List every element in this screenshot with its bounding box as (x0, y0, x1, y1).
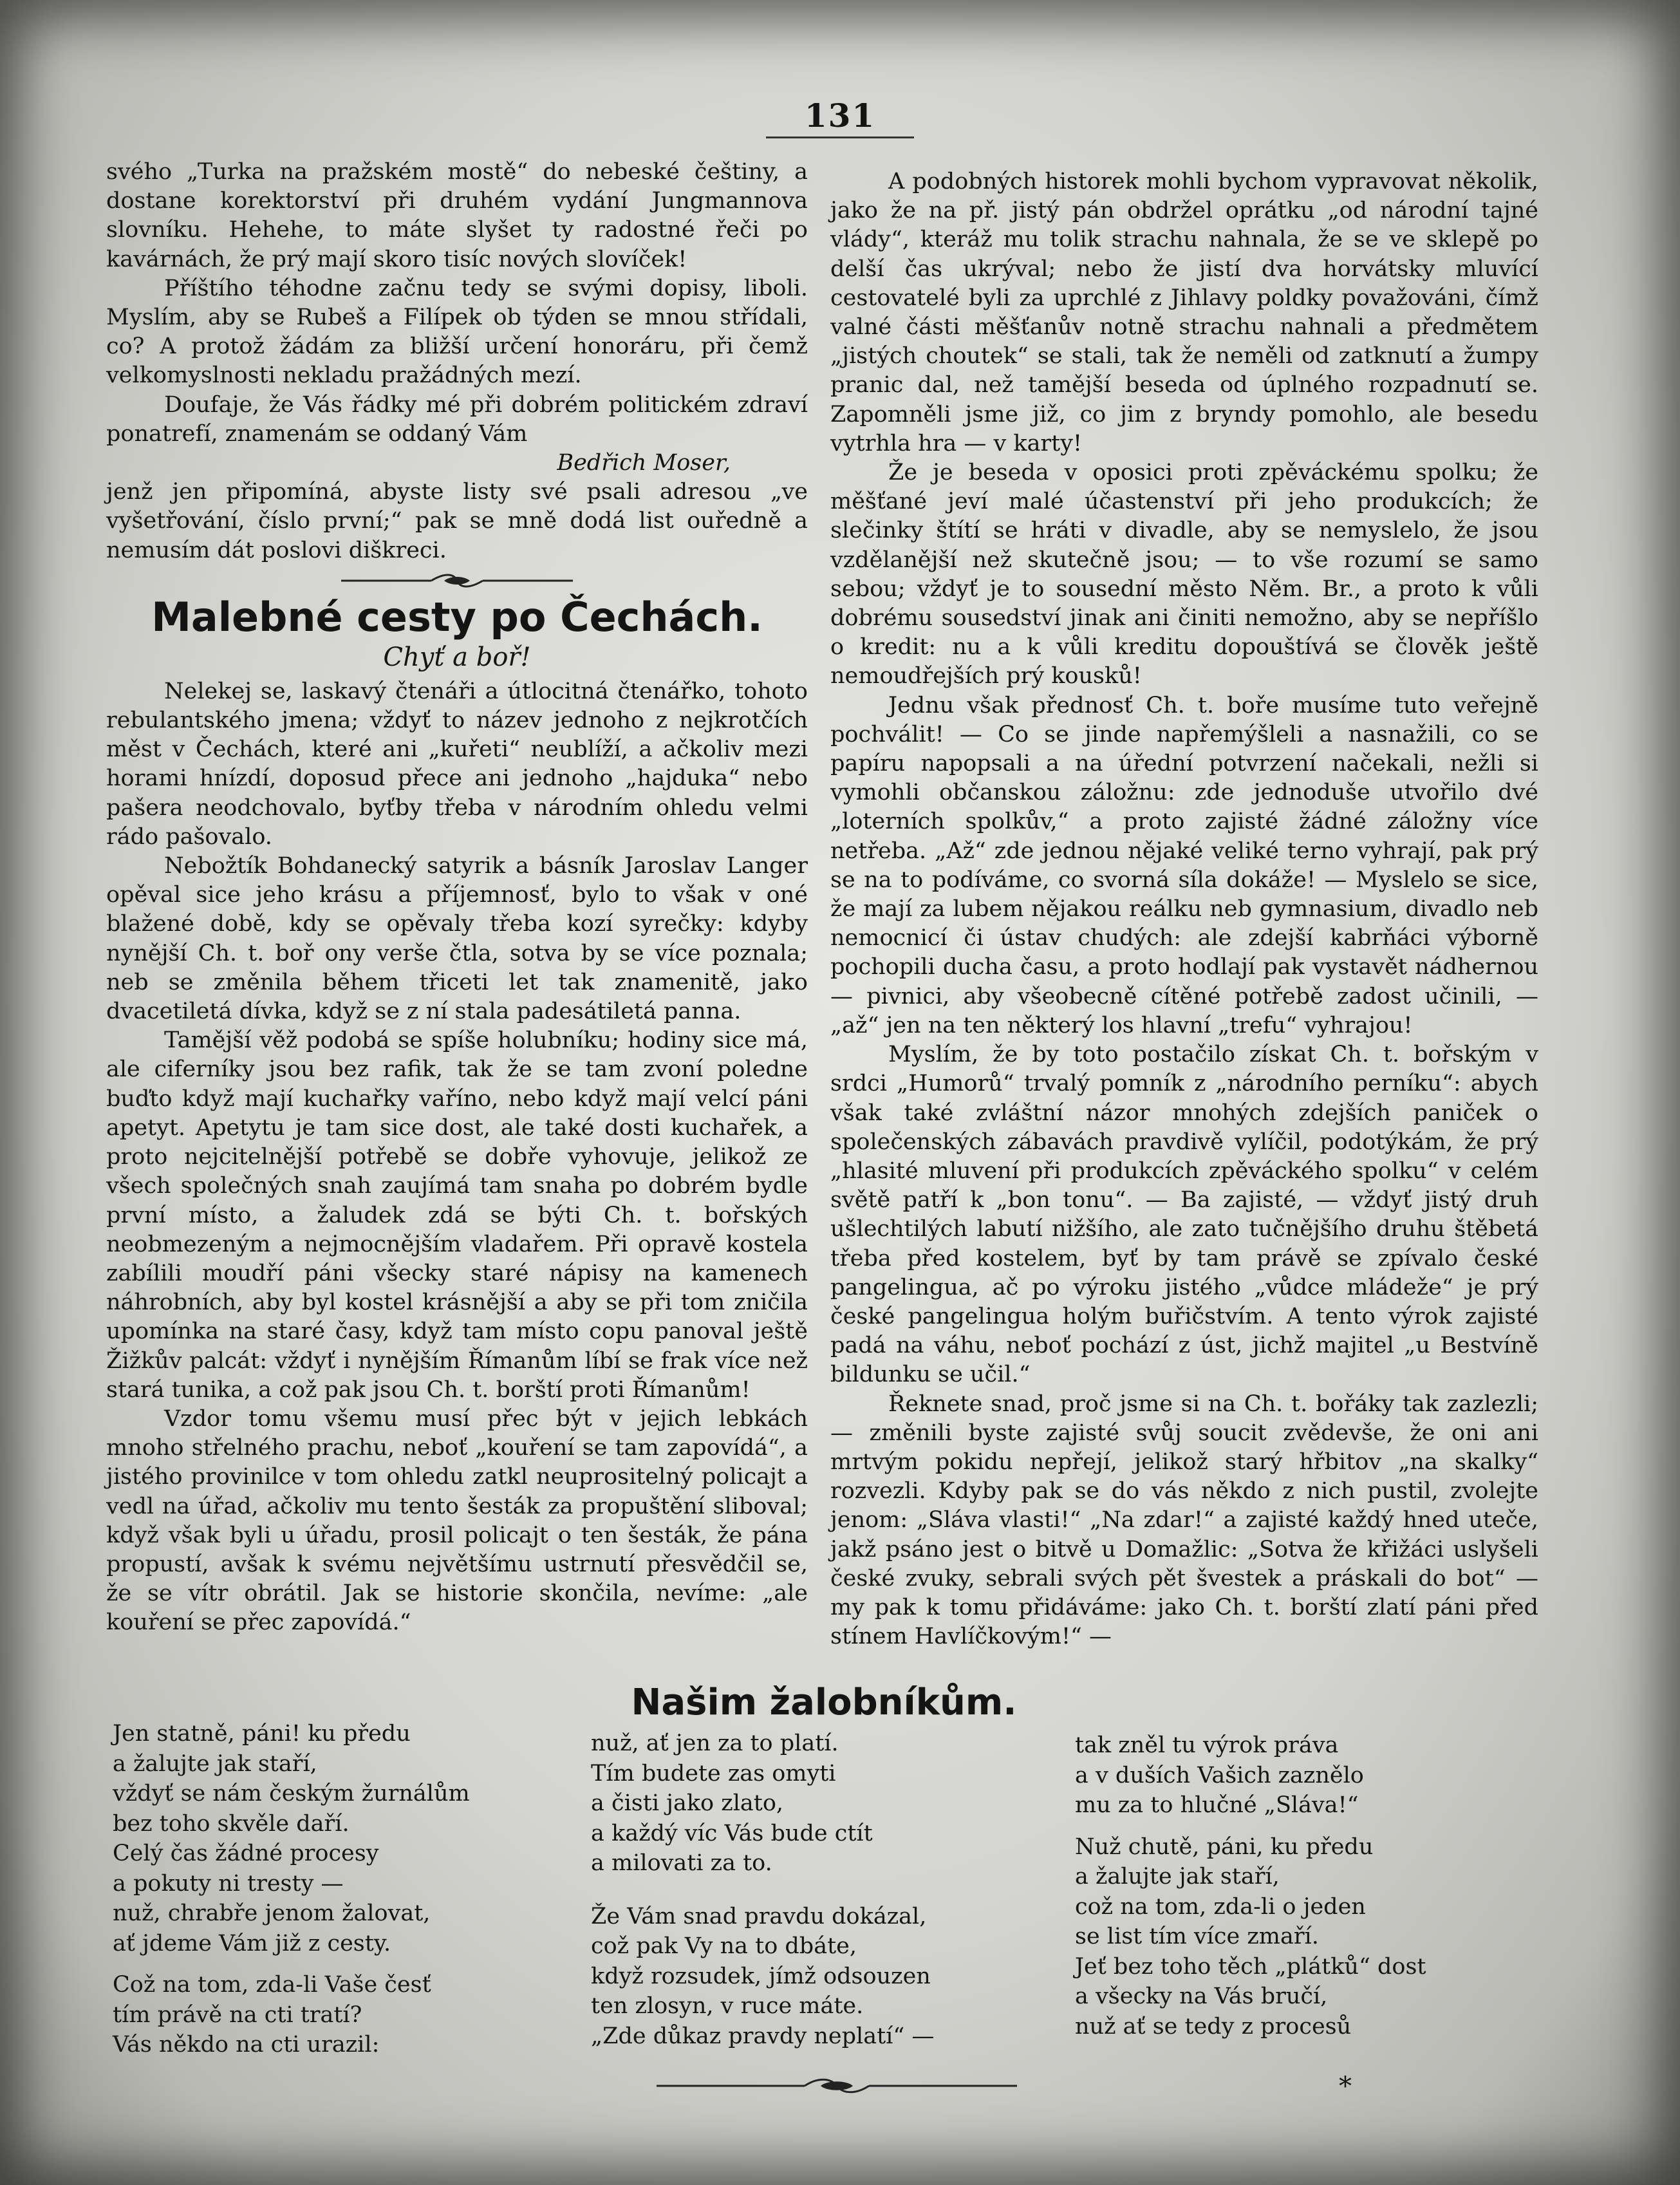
poem-line: Vás někdo na cti urazil: (113, 2032, 380, 2058)
poem-line: a každý víc Vás bude ctít (591, 1820, 873, 1846)
asterisk-mark: * (1339, 2072, 1352, 2101)
poem-line: vždyť se nám českým žurnálům (113, 1781, 470, 1806)
poem-line: Jen statně, páni! ku předu (113, 1721, 411, 1747)
poem-line: a milovati za to. (591, 1850, 772, 1876)
poem-line: a pokuty ni tresty — (113, 1870, 344, 1897)
poem-line: Nuž chutě, páni, ku předu (1075, 1833, 1374, 1860)
paragraph: jenž jen připomíná, abyste listy své psali adresou „ve vyšetřování, číslo první;“ pak se mně dodá list ouředně a nemusím dát poslovi diškreci. (106, 479, 808, 563)
poem-line: a žalujte jak staří, (113, 1750, 317, 1777)
paragraph: Příštího téhodne začnu tedy se svými dopisy, liboli. Myslím, aby se Rubeš a Filípek ob týden se mnou střídali, co? A protož žádám za bližší určení honoráru, při čemž velkomyslnosti nekladu pražádných mezí. (106, 275, 808, 389)
paragraph: Nelekej se, laskavý čtenáři a útlocitná čtenářko, tohoto rebulantského jmena; vždyť to název jednoho z nejkrotčích měst v Čechách, které ani „kuřeti“ neublíží, a ačkoliv mezi horami hnízdí, doposud přece ani jednoho „hajduka“ nebo pašera neodchovalo, byťby třeba v národním ohledu velmi rádo pašovalo. (106, 678, 808, 850)
poem-line: což na tom, zda-li o jeden (1075, 1893, 1366, 1920)
poem-line: ten zlosyn, v ruce máte. (591, 1993, 864, 2019)
poem-line: mu za to hlučné „Sláva!“ (1075, 1792, 1359, 1818)
paragraph: Tamější věž podobá se spíše holubníku; hodiny sice má, ale ciferníky jsou bez rafik, tak že se tam zvoní poledne buďto když mají kuchařky vaříno, nebo když mají velcí páni apetyt. Apetytu je tam sice dost, ale také dosti kuchařek, a proto nejcitelnější potřebě se dobře vyhovuje, jelikož ze všech společných snah zaujímá tam snaha po dobrém bydle první místo, a žaludek zdá se býti Ch. t. bořských neobmezeným a nejmocnějším vladařem. Při opravě kostela zabílili moudří páni všecky staré nápisy na kamenech náhrobních, aby byl kostel krásnější a aby se při tom zničila upomínka na staré časy, když tam místo copu panoval ještě Žižkův palcát: vždyť i nynějším Římanům líbí se frak více než stará tunika, a což pak jsou Ch. t. borští proti Římanům! (106, 1027, 808, 1403)
poem-line: tím právě na cti tratí? (113, 2002, 362, 2028)
paragraph: Myslím, že by toto postačilo získat Ch. t. bořským v srdci „Humorů“ trvalý pomník z „národního perníku“: abych však také zvláštní názor mnohých zdejších paniček o společenských zábavách pravdivě vylíčil, podotýkám, že prý „hlasité mluvení při produkcích zpěváckého spolku“ v celém světě patří k „bon tonu“. — Ba zajisté, — vždyť jistý druh ušlechtilých labutí nižšího, ale zato tučnějšího druhu štěbetá třeba před kostelem, byť by tam právě se zpívalo české pangelingua, ač po výroku jistého „vůdce mládeže“ je prý české pangelingua holým buřičstvím. A tento výrok zajisté padá na váhu, neboť pochází z úst, jichž majitel „u Bestvíně bildunku se učil.“ (830, 1042, 1538, 1388)
poem-column-1 (113, 1719, 512, 2060)
poem-line: Což na tom, zda-li Vaše česť (113, 1972, 431, 1998)
poem-title: Našim žalobníkům. (631, 1682, 1017, 1723)
poem-line: tak zněl tu výrok práva (1075, 1732, 1339, 1758)
ornament-divider (644, 2076, 1030, 2096)
poem-line: Že Vám snad pravdu dokázal, (591, 1903, 927, 1929)
page-number-rule (766, 136, 914, 138)
paragraph: Doufaje, že Vás řádky mé při dobrém politickém zdraví ponatrefí, znamenám se oddaný Vám (106, 391, 808, 447)
right-column (830, 167, 1538, 1651)
paragraph: Nebožtík Bohdanecký satyrik a básník Jaroslav Langer opěval sice jeho krásu a příjemnosť, bylo to však v oné blažené době, kdy se opěvaly třeba kozí syrečky: kdyby nynější Ch. t. boř ony verše čtla, sotva by se více poznala; neb se změnila během třiceti let tak znamenitě, jako dvacetiletá dívka, když se z ní stala padesátiletá panna. (106, 853, 808, 1025)
poem-line: se list tím více zmaří. (1075, 1924, 1319, 1949)
poem-line: a čisti jako zlato, (591, 1790, 784, 1816)
poem-line: bez toho skvěle daří. (113, 1810, 350, 1837)
poem-line: a v duších Vašich zaznělo (1075, 1762, 1364, 1788)
page-number: 131 (804, 97, 876, 135)
poem-line: Jeť bez toho těch „plátků“ dost (1075, 1953, 1426, 1980)
poem-line: nuž, chrabře jenom žalovat, (113, 1900, 431, 1926)
left-column (106, 158, 808, 1638)
poem-line: a všecky na Vás bručí, (1075, 1983, 1328, 2009)
paragraph: A podobných historek mohli bychom vypravovat několik, jako že na př. jistý pán obdržel oprátku „od národní tajné vlády“, kteráž mu tolik strachu nahnala, že se ve sklepě po delší čas ukrýval; nebo že jistí dva horvátsky mluvící cestovatelé byli za uprchlé z Jihlavy poldky považováni, čímž valné části měšťanův notně strachu nahnali a předmětem „jistých choutek“ se stali, tak že neměli od zatknutí a žumpy pranic dal, než tamější beseda od úplného rozpadnutí se. Zapomněli jsme již, co jim z bryndy pomohlo, ale besedu vytrhla hra — v karty! (830, 169, 1538, 456)
poem-line: což pak Vy na to dbáte, (591, 1933, 857, 1959)
paragraph: Vzdor tomu všemu musí přec být v jejich lebkách mnoho střelného prachu, neboť „kouření se tam zapovídá“, a jistého provinilce v tom ohledu zatkl neuprositelný policajt a vedl na úřad, ačkoliv mu tento šesták za propuštění sliboval; když však byli u úřadu, prosil policajt o ten šesták, že pána propustí, avšak k svému největšímu ustrnutí přesvědčil se, že se vítr obrátil. Jak se historie skončila, nevíme: „ale kouření se přec zapovídá.“ (106, 1405, 808, 1636)
ornament-divider (335, 573, 579, 588)
signature: Bedřich Moser, (557, 450, 731, 476)
poem-line: ať jdeme Vám již z cesty. (113, 1930, 391, 1956)
poem-line: Celý čas žádné procesy (113, 1841, 379, 1866)
article-byline: Chyť a boř! (383, 642, 531, 672)
paragraph: Řeknete snad, proč jsme si na Ch. t. bořáky tak zazlezli; — změnili byste zajisté svůj soucit zvědevše, že oni ani mrtvým pokidu nepřejí, jelikož starý hřbitov „na skalky“ rozvezli. Kdyby pak se do vás někdo z nich pustil, zvolejte jenom: „Sláva vlasti!“ „Na zdar!“ a zajisté každý hned uteče, jakž psáno jest o bitvě u Domažlic: „Sotva že křižáci uslyšeli české zvuky, sebrali svých pět švestek a práskali do bot“ — my pak k tomu přidáváme: jako Ch. t. borští zlatí páni před stínem Havlíčkovým!“ — (830, 1391, 1538, 1650)
paragraph: svého „Turka na pražském mostě“ do nebeské češtiny, a dostane korektorství při druhém vydání Jungmannova slovníku. Hehehe, to máte slyšet ty radostné řeči po kavárnách, že prý mají skoro tisíc nových slovíček! (106, 159, 808, 272)
poem-column-2 (591, 1729, 1009, 2051)
poem-line: nuž, ať jen za to platí. (591, 1730, 839, 1756)
poem-line: „Zde důkaz pravdy neplatí“ — (591, 2023, 935, 2049)
poem-column-3 (1075, 1730, 1526, 2041)
article-headline: Malebné cesty po Čechách. (151, 593, 763, 641)
paragraph: Že je beseda v oposici proti zpěváckému spolku; že měšťané jeví malé účastenství při jeho produkcích; že slečinky štítí se hráti v divadle, aby se nemyslelo, že jsou vzdělanější než skutečně jsou; — to vše rozumí se samo sebou; vždyť je to sousední město Něm. Br., a proto k vůli dobrému sousedství jinak ani činiti nemožno, aby se nepříšlo o kredit: nu a k vůli kreditu dopouštívá se člověk ještě nemoudřejších prý kousků! (830, 460, 1538, 689)
poem-line: když rozsudek, jímž odsouzen (591, 1963, 931, 1989)
poem-line: Tím budete zas omyti (591, 1760, 836, 1786)
poem-line: a žalujte jak staří, (1075, 1864, 1280, 1890)
poem-line: nuž ať se tedy z procesů (1075, 2013, 1352, 2040)
paragraph: Jednu však přednosť Ch. t. boře musíme tuto veřejně pochválit! — Co se jinde napřemýšleli a nasnažili, co se papíru napopsali a na úřední potvrzení načekali, nežli si vymohli občanskou záložnu: zde jednoduše utvořilo dvé „loterních spolkův,“ a proto zajisté žádné záložny více netřeba. „Až“ zde jednou nějaké veliké terno vyhrají, pak prý se na to podíváme, co svorná síla dokáže! — Myslelo se sice, že mají za lubem nějakou reálku neb gymnasium, divadlo neb nemocnicí či ústav chudých: ale zdejší kabrňáci výborně pochopili ducha času, a proto hodlají pak vystavět nádhernou — pivnici, aby všeobecně cítěné potřebě zadost učinili, — „až“ jen na ten některý los hlavní „trefu“ vyhrajou! (830, 692, 1538, 1038)
